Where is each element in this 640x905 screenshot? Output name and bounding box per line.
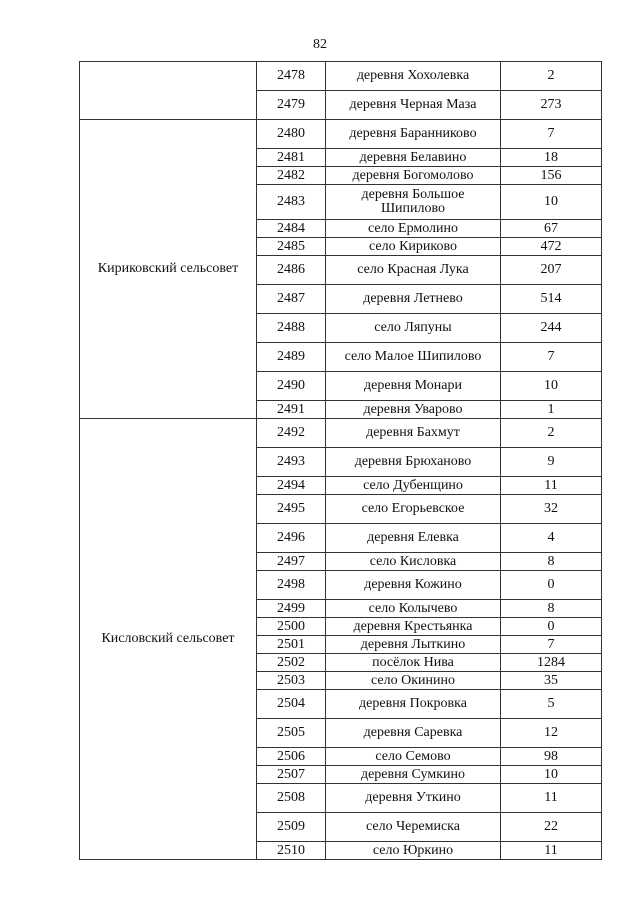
settlement-name-cell: село Ермолино xyxy=(326,220,501,238)
population-cell: 11 xyxy=(501,477,602,495)
settlement-name-cell: село Черемиска xyxy=(326,813,501,842)
settlement-name-cell: село Семово xyxy=(326,748,501,766)
population-cell: 0 xyxy=(501,571,602,600)
code-cell: 2484 xyxy=(257,220,326,238)
population-cell: 35 xyxy=(501,672,602,690)
settlements-table xyxy=(79,61,602,860)
settlement-name-cell: село Юркино xyxy=(326,842,501,860)
settlement-name-cell: деревня Большое Шипилово xyxy=(326,185,501,220)
page-number: 82 xyxy=(313,37,327,52)
code-cell: 2487 xyxy=(257,285,326,314)
population-cell: 207 xyxy=(501,256,602,285)
population-cell: 2 xyxy=(501,62,602,91)
council-cell: Кириковский сельсовет xyxy=(80,120,257,419)
settlement-name-cell: деревня Хохолевка xyxy=(326,62,501,91)
code-cell: 2478 xyxy=(257,62,326,91)
code-cell: 2479 xyxy=(257,91,326,120)
settlement-name-cell: деревня Черная Маза xyxy=(326,91,501,120)
population-cell: 7 xyxy=(501,636,602,654)
population-cell: 9 xyxy=(501,448,602,477)
settlement-name-cell: деревня Монари xyxy=(326,372,501,401)
code-cell: 2508 xyxy=(257,784,326,813)
population-cell: 0 xyxy=(501,618,602,636)
code-cell: 2502 xyxy=(257,654,326,672)
settlement-name-cell: деревня Лыткино xyxy=(326,636,501,654)
code-cell: 2488 xyxy=(257,314,326,343)
code-cell: 2503 xyxy=(257,672,326,690)
population-cell: 7 xyxy=(501,120,602,149)
population-cell: 472 xyxy=(501,238,602,256)
population-cell: 4 xyxy=(501,524,602,553)
population-cell: 10 xyxy=(501,372,602,401)
code-cell: 2509 xyxy=(257,813,326,842)
code-cell: 2485 xyxy=(257,238,326,256)
population-cell: 98 xyxy=(501,748,602,766)
population-cell: 32 xyxy=(501,495,602,524)
population-cell: 1 xyxy=(501,401,602,419)
table-row xyxy=(80,62,602,91)
settlement-name-cell: село Колычево xyxy=(326,600,501,618)
code-cell: 2489 xyxy=(257,343,326,372)
council-cell xyxy=(80,62,257,120)
settlement-name-cell: село Егорьевское xyxy=(326,495,501,524)
population-cell: 156 xyxy=(501,167,602,185)
settlement-name-cell: посёлок Нива xyxy=(326,654,501,672)
settlement-name-cell: село Красная Лука xyxy=(326,256,501,285)
code-cell: 2498 xyxy=(257,571,326,600)
council-cell: Кисловский сельсовет xyxy=(80,419,257,860)
settlement-name-cell: деревня Бахмут xyxy=(326,419,501,448)
code-cell: 2504 xyxy=(257,690,326,719)
code-cell: 2494 xyxy=(257,477,326,495)
code-cell: 2482 xyxy=(257,167,326,185)
settlement-name-cell: деревня Кожино xyxy=(326,571,501,600)
settlement-name-cell: село Кисловка xyxy=(326,553,501,571)
code-cell: 2497 xyxy=(257,553,326,571)
code-cell: 2492 xyxy=(257,419,326,448)
code-cell: 2483 xyxy=(257,185,326,220)
code-cell: 2506 xyxy=(257,748,326,766)
settlement-name-cell: деревня Елевка xyxy=(326,524,501,553)
code-cell: 2507 xyxy=(257,766,326,784)
code-cell: 2500 xyxy=(257,618,326,636)
settlement-name-cell: деревня Белавино xyxy=(326,149,501,167)
settlement-name-cell: село Дубенщино xyxy=(326,477,501,495)
population-cell: 8 xyxy=(501,553,602,571)
code-cell: 2481 xyxy=(257,149,326,167)
code-cell: 2499 xyxy=(257,600,326,618)
population-cell: 5 xyxy=(501,690,602,719)
population-cell: 244 xyxy=(501,314,602,343)
code-cell: 2490 xyxy=(257,372,326,401)
population-cell: 18 xyxy=(501,149,602,167)
settlement-name-cell: деревня Уварово xyxy=(326,401,501,419)
table-row xyxy=(80,419,602,448)
settlement-name-cell: деревня Богомолово xyxy=(326,167,501,185)
settlement-name-cell: деревня Саревка xyxy=(326,719,501,748)
code-cell: 2495 xyxy=(257,495,326,524)
code-cell: 2501 xyxy=(257,636,326,654)
settlement-name-cell: деревня Покровка xyxy=(326,690,501,719)
settlement-name-cell: деревня Крестьянка xyxy=(326,618,501,636)
settlement-name-cell: село Кириково xyxy=(326,238,501,256)
settlement-name-cell: село Малое Шипилово xyxy=(326,343,501,372)
settlement-name-cell: село Ляпуны xyxy=(326,314,501,343)
code-cell: 2496 xyxy=(257,524,326,553)
code-cell: 2491 xyxy=(257,401,326,419)
population-cell: 7 xyxy=(501,343,602,372)
population-cell: 10 xyxy=(501,766,602,784)
population-cell: 273 xyxy=(501,91,602,120)
population-cell: 22 xyxy=(501,813,602,842)
population-cell: 1284 xyxy=(501,654,602,672)
code-cell: 2480 xyxy=(257,120,326,149)
code-cell: 2510 xyxy=(257,842,326,860)
settlement-name-cell: деревня Сумкино xyxy=(326,766,501,784)
population-cell: 11 xyxy=(501,842,602,860)
population-cell: 12 xyxy=(501,719,602,748)
population-cell: 10 xyxy=(501,185,602,220)
population-cell: 2 xyxy=(501,419,602,448)
population-cell: 514 xyxy=(501,285,602,314)
population-cell: 67 xyxy=(501,220,602,238)
population-cell: 8 xyxy=(501,600,602,618)
code-cell: 2486 xyxy=(257,256,326,285)
table-row xyxy=(80,120,602,149)
settlement-name-cell: деревня Брюханово xyxy=(326,448,501,477)
settlement-name-cell: деревня Летнево xyxy=(326,285,501,314)
settlement-name-cell: деревня Баранниково xyxy=(326,120,501,149)
population-cell: 11 xyxy=(501,784,602,813)
settlement-name-cell: село Окинино xyxy=(326,672,501,690)
code-cell: 2505 xyxy=(257,719,326,748)
code-cell: 2493 xyxy=(257,448,326,477)
settlement-name-cell: деревня Уткино xyxy=(326,784,501,813)
